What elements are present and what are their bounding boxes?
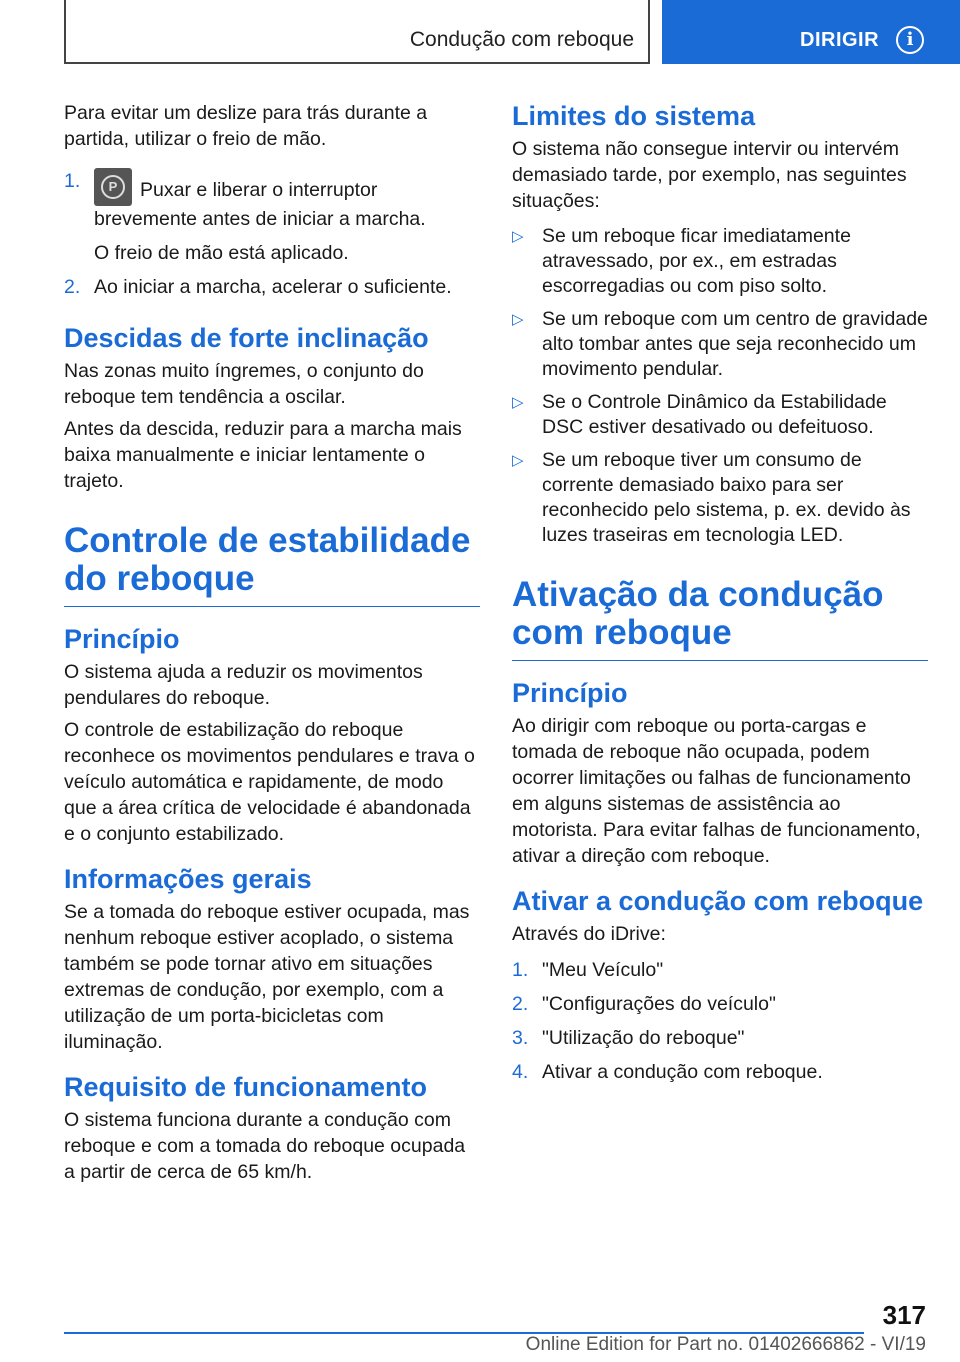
parking-brake-steps: [64, 168, 480, 232]
paragraph: O controle de estabilização do reboque reconhece os movimentos pendulares e trava o veículo automática e rapidamente, de modo que a área crítica de velocidade é abandonada e o conjunto estabilizado.: [64, 719, 475, 845]
list-item: 3. "Utilização do reboque": [512, 1027, 745, 1049]
paragraph: Nas zonas muito íngremes, o conjunto do reboque tem tendência a oscilar.: [64, 360, 424, 408]
info-icon[interactable]: i: [896, 26, 924, 54]
triangle-bullet-icon: ▷: [512, 452, 524, 469]
triangle-bullet-icon: ▷: [512, 311, 524, 328]
paragraph: Se a tomada do reboque estiver ocupada, mas nenhum reboque estiver acoplado, o sistema também se pode tornar ativo em situações extremas de condução, por exemplo, com a utilização de um porta-bicicletas com iluminação.: [64, 901, 470, 1053]
list-item: 4. Ativar a condução com reboque.: [512, 1061, 823, 1083]
list-item: [64, 168, 480, 232]
paragraph: Através do iDrive:: [512, 923, 666, 945]
idrive-steps: [512, 957, 928, 1085]
paragraph: O sistema não consegue intervir ou intervém demasiado tarde, por exemplo, nas seguintes situações:: [512, 138, 907, 212]
list-item: ▷ Se o Controle Dinâmico da Estabilidade DSC estiver desativado ou defeituoso.: [512, 391, 887, 438]
paragraph: O sistema ajuda a reduzir os movimentos pendulares do reboque.: [64, 661, 423, 709]
heading-controle: Controle de estabilidade do reboque: [64, 522, 480, 607]
intro-text: Para evitar um deslize para trás durante a partida, utilizar o freio de mão.: [64, 102, 428, 150]
triangle-bullet-icon: ▷: [512, 394, 524, 411]
list-item: ▷ Se um reboque com um centro de gravidade alto tombar antes que seja reconhecido um movimento pendular.: [512, 308, 928, 380]
step-number: 1.: [64, 170, 81, 192]
list-item: 1. "Meu Veículo": [512, 959, 664, 981]
page-number: 317: [882, 1300, 926, 1330]
heading-informacoes: Informações gerais: [64, 864, 312, 894]
step-number: 2.: [64, 276, 81, 298]
step-text: Ao iniciar a marcha, acelerar o suficiente.: [94, 276, 452, 298]
header-title: Condução com reboque: [409, 28, 634, 51]
header-section-tab[interactable]: [662, 0, 960, 64]
heading-ativar: Ativar a condução com reboque: [512, 886, 924, 916]
header-title-box: [64, 0, 650, 64]
right-column: [512, 100, 928, 1093]
step-text: Puxar e liberar o interruptor brevemente antes de iniciar a marcha.: [94, 179, 426, 230]
list-item: 2. "Configurações do veículo": [512, 993, 776, 1015]
paragraph: O sistema funciona durante a condução com reboque e com a tomada do reboque ocupada a partir de cerca de 65 km/h.: [64, 1109, 466, 1183]
heading-descidas: Descidas de forte inclinação: [64, 323, 429, 353]
triangle-bullet-icon: ▷: [512, 228, 524, 245]
paragraph: Ao dirigir com reboque ou porta-cargas e tomada de reboque não ocupada, podem ocorrer limitações ou falhas de funcionamento em alguns sistemas de assistência ao motorista. Para evitar falhas de funcionamento, ativar a direção com reboque.: [512, 715, 921, 867]
limits-list: [512, 224, 928, 548]
section-label: DIRIGIR: [800, 29, 880, 51]
left-column: [64, 100, 480, 1191]
heading-principio: Princípio: [64, 624, 180, 654]
list-item: ▷ Se um reboque ficar imediatamente atravessado, por ex., em estradas escorregadias ou com piso solto.: [512, 225, 851, 297]
parking-brake-icon: P: [94, 168, 132, 206]
list-item: [64, 274, 480, 300]
list-item: ▷ Se um reboque tiver um consumo de corrente demasiado baixo para ser reconhecido pelo sistema, p. ex. devido às luzes traseiras em tecnologia LED.: [512, 449, 911, 546]
heading-ativacao: Ativação da condução com reboque: [512, 576, 928, 661]
heading-limites: Limites do sistema: [512, 101, 756, 131]
parking-brake-steps-2: [64, 274, 480, 300]
heading-requisito: Requisito de funcionamento: [64, 1072, 428, 1102]
footer-edition: Online Edition for Part no. 01402666862 - VI/19: [525, 1334, 926, 1355]
paragraph: Antes da descida, reduzir para a marcha mais baixa manualmente e iniciar lentamente o trajeto.: [64, 418, 462, 492]
heading-principio: Princípio: [512, 678, 628, 708]
step-sub-text: O freio de mão está aplicado.: [94, 242, 349, 264]
